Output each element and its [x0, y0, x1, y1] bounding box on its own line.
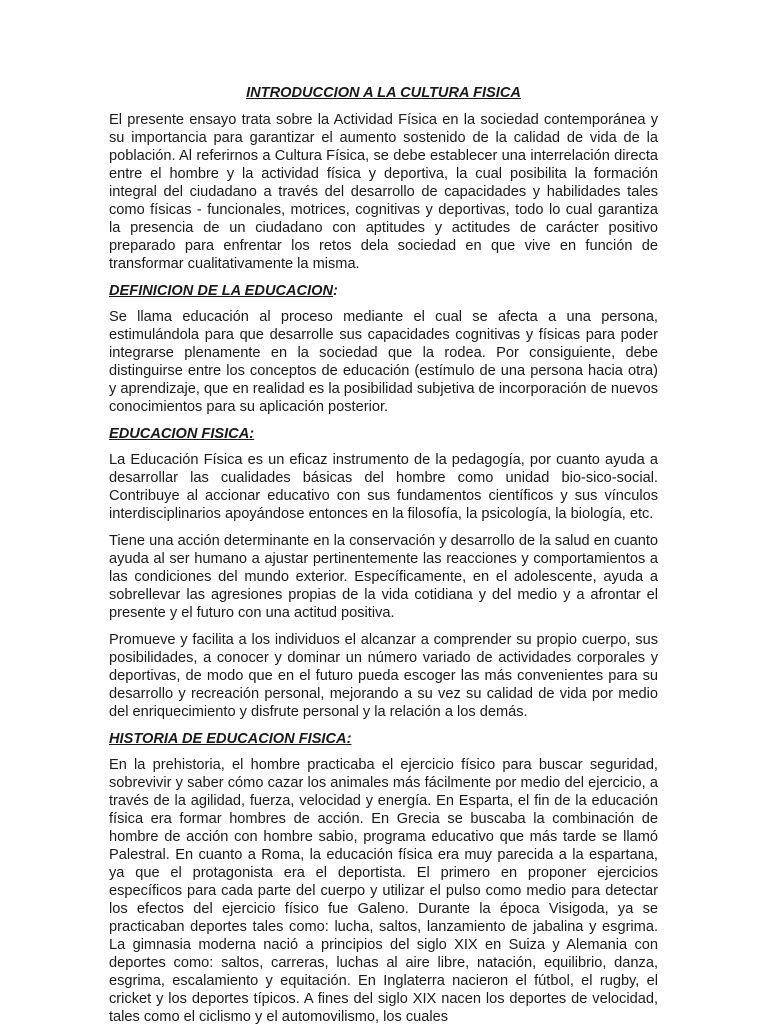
section-heading-text: DEFINICION DE LA EDUCACION	[109, 283, 334, 299]
body-paragraph: La Educación Física es un eficaz instrumento de la pedagogía, por cuanto ayuda a desarrollar las cualidades básicas del hombre como unidad bio-sico-social. Contribuye al accionar educativo con sus fundamentos científicos y sus vínculos interdisciplinarios apoyándose entonces en la filosofía, la psicología, la biología, etc.	[109, 452, 658, 522]
section-heading-definicion	[109, 282, 658, 300]
body-paragraph: Tiene una acción determinante en la conservación y desarrollo de la salud en cuanto ayuda al ser humano a ajustar pertinentemente las reacciones y comportamientos a las condiciones del mundo exterior. Específicamente, en el adolescente, ayuda a sobrellevar las agresiones propias de la vida cotidiana y del medio y a afrontar el presente y el futuro con una actitud positiva.	[109, 533, 658, 621]
section-heading-text: HISTORIA DE EDUCACION FISICA:	[109, 731, 352, 747]
section-heading-educacion-fisica	[109, 425, 658, 443]
section-heading-text: EDUCACION FISICA:	[109, 426, 255, 442]
body-paragraph: En la prehistoria, el hombre practicaba el ejercicio físico para buscar seguridad, sobrevivir y saber cómo cazar los animales más fácilmente por medio del ejercicio, a través de la agilidad, fuerza, velocidad y energía. En Esparta, el fin de la educación física era formar hombres de acción. En Grecia se buscaba la combinación de hombre de acción con hombre sabio, programa educativo que más tarde se llamó Palestral. En cuanto a Roma, la educación física era muy parecida a la espartana, ya que el protagonista era el deportista. El primero en proponer ejercicios específicos para cada parte del cuerpo y utilizar el pulso como medio para detectar los efectos del ejercicio físico fue Galeno. Durante la época Visigoda, ya se practicaban deportes tales como: lucha, saltos, lanzamiento de jabalina y esgrima. La gimnasia moderna nació a principios del siglo XIX en Suiza y Alemania con deportes como: saltos, carreras, luchas al aire libre, natación, equilibrio, danza, esgrima, escalamiento y equitación. En Inglaterra nacieron el fútbol, el rugby, el cricket y los deportes típicos. A fines del siglo XIX nacen los deportes de velocidad, tales como el ciclismo y el automovilismo, los cuales	[109, 757, 658, 1025]
body-paragraph: Se llama educación al proceso mediante el cual se afecta a una persona, estimulándola para que desarrolle sus capacidades cognitivas y físicas para poder integrarse plenamente en la sociedad que la rodea. Por consiguiente, debe distinguirse entre los conceptos de educación (estímulo de una persona hacia otra) y aprendizaje, que en realidad es la posibilidad subjetiva de incorporación de nuevos conocimientos para su aplicación posterior.	[109, 309, 658, 415]
document-title: INTRODUCCION A LA CULTURA FISICA	[246, 85, 521, 101]
section-heading-suffix: :	[333, 283, 338, 299]
section-heading-historia	[109, 730, 658, 748]
intro-paragraph: El presente ensayo trata sobre la Actividad Física en la sociedad contemporánea y su importancia para garantizar el aumento sostenido de la calidad de vida de la población. Al referirnos a Cultura Física, se debe establecer una interrelación directa entre el hombre y la actividad física y deportiva, la cual posibilita la formación integral del ciudadano a través del desarrollo de capacidades y habilidades tales como físicas - funcionales, motrices, cognitivas y deportivas, todo lo cual garantiza la presencia de un ciudadano con aptitudes y actitudes de carácter positivo preparado para enfrentar los retos dela sociedad en que vive en función de transformar cualitativamente la misma.	[109, 112, 658, 272]
document-content	[109, 84, 658, 1035]
body-paragraph: Promueve y facilita a los individuos el alcanzar a comprender su propio cuerpo, sus posibilidades, a conocer y dominar un número variado de actividades corporales y deportivas, de modo que en el futuro pueda escoger las más convenientes para su desarrollo y recreación personal, mejorando a su vez su calidad de vida por medio del enriquecimiento y disfrute personal y la relación a los demás.	[109, 632, 658, 720]
